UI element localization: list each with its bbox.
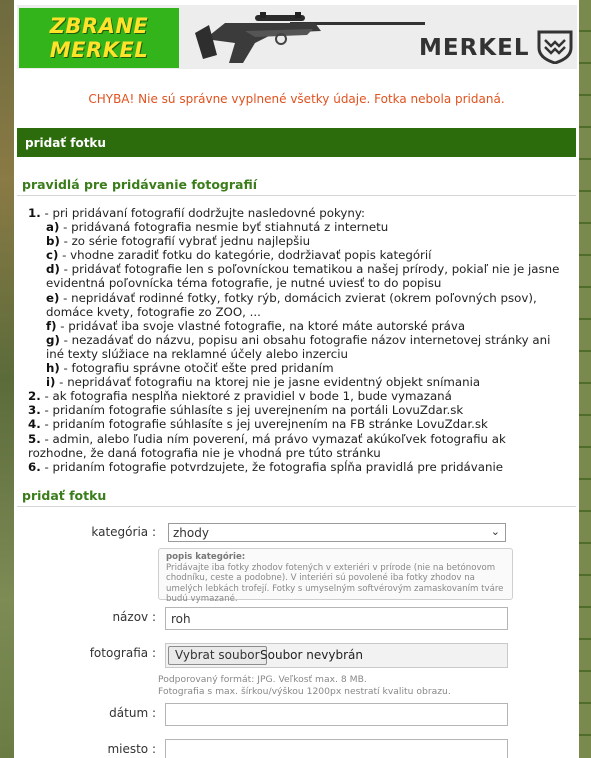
divider	[17, 506, 576, 507]
photo-label: fotografia :	[89, 646, 156, 660]
hint-title: popis kategórie:	[166, 552, 246, 562]
rule-number: i)	[46, 375, 56, 390]
left-background	[0, 0, 14, 758]
merkel-shield-icon	[537, 30, 573, 64]
rule-number: c)	[46, 248, 59, 263]
rule-number: 4.	[28, 417, 41, 432]
rule-number: e)	[46, 290, 60, 305]
rules-list	[28, 206, 568, 474]
file-status: Soubor nevybrán	[260, 648, 363, 662]
category-value: zhody	[173, 526, 209, 540]
rule-text: - zo série fotografií vybrať jednu najlepšiu	[59, 234, 311, 249]
hint-text: Pridávajte iba fotky zhodov fotených v exteriéri v prírode (nie na betónovom chodníku, ceste a podobne). V interiéri sú povolené iba fotky zhodov na umelých lebkách trofejí. Fotky s umyselným softvérovým zamaskovaním tváre budú vymazané.	[166, 562, 504, 604]
date-label: dátum :	[109, 706, 156, 720]
rule-item	[28, 460, 568, 474]
rule-text: - nepridávať rodinné fotky, fotky rýb, domácich zvierat (okrem poľovných psov), domáce kvety, fotografie zo ZOO, ...	[46, 290, 537, 319]
rule-number: a)	[46, 220, 60, 235]
format-note: Podporovaný formát: JPG. Veľkosť max. 8 MB.	[158, 674, 367, 685]
rule-item	[28, 248, 568, 262]
rule-text: - admin, alebo ľudia ním poverení, má právo vymazať akúkoľvek fotografiu ak rozhodne, že daná fotografia nie je vhodná pre túto stránku	[28, 431, 506, 460]
form-title: pridať fotku	[22, 488, 107, 503]
rule-number: f)	[46, 318, 57, 333]
category-label: kategória :	[91, 525, 156, 539]
right-background	[579, 0, 591, 758]
rule-item	[28, 262, 568, 290]
rule-number: 5.	[28, 431, 41, 446]
rule-text: - nezadávať do názvu, popisu ani obsahu fotografie názov internetovej stránky ani iné texty slúžiace na reklamné účely alebo inzerciu	[46, 332, 551, 361]
rule-text: - pri pridávaní fotografií dodržujte nasledovné pokyny:	[40, 206, 365, 220]
rule-item	[28, 206, 568, 220]
rule-text: - pridaním fotografie potvrdzujete, že fotografia spĺňa pravidlá pre pridávanie	[40, 459, 504, 474]
rule-number: 1.	[28, 206, 41, 220]
merkel-brand-text: MERKEL	[419, 35, 530, 61]
rule-number: h)	[46, 361, 60, 376]
chevron-down-icon: ⌄	[490, 525, 500, 538]
rule-text: - ak fotografia nesplňa niektoré z pravidiel v bode 1, bude vymazaná	[40, 389, 452, 404]
rule-text: - vhodne zaradiť fotku do kategórie, dodržiavať popis kategórií	[58, 248, 432, 263]
date-input[interactable]	[165, 703, 508, 726]
rule-text: - pridávaná fotografia nesmie byť stiahnutá z internetu	[59, 220, 389, 235]
category-select[interactable]	[168, 523, 506, 542]
rule-item	[28, 319, 568, 333]
rule-item	[28, 220, 568, 234]
rule-number: 3.	[28, 403, 41, 418]
rule-text: - pridávať iba svoje vlastné fotografie, na ktoré máte autorské práva	[56, 318, 466, 333]
rule-number: g)	[46, 332, 60, 347]
rule-item	[28, 389, 568, 403]
category-description	[158, 548, 513, 604]
name-value: roh	[171, 612, 191, 626]
divider	[17, 195, 576, 196]
section-header	[17, 128, 576, 157]
name-label: názov :	[112, 610, 156, 624]
rule-text: - pridaním fotografie súhlasíte s jej uverejnením na FB stránke LovuZdar.sk	[40, 417, 488, 432]
choose-file-button[interactable]: Vybrat soubor	[168, 646, 267, 665]
rule-item	[28, 234, 568, 248]
rule-item	[28, 333, 568, 361]
rule-item	[28, 375, 568, 389]
rule-number: d)	[46, 262, 60, 277]
rule-number: 6.	[28, 459, 41, 474]
rule-item	[28, 417, 568, 431]
rule-text: - pridaním fotografie súhlasíte s jej uverejnením na portáli LovuZdar.sk	[40, 403, 464, 418]
logo-line-1: ZBRANE	[49, 14, 149, 38]
rule-item	[28, 432, 568, 460]
rule-text: - pridávať fotografie len s poľovníckou tematikou a našej prírody, pokiaľ nie je jasne evidentná poľovnícka téma fotografie, je nutné uviesť to do popisu	[46, 262, 560, 291]
logo-line-2: MERKEL	[49, 38, 149, 62]
size-note: Fotografia s max. šírkou/výškou 1200px nestratí kvalitu obrazu.	[158, 686, 451, 697]
name-input[interactable]	[165, 607, 508, 630]
zbrane-merkel-logo	[19, 8, 179, 68]
rule-text: - fotografiu správne otočiť ešte pred pridaním	[59, 361, 334, 376]
error-message: CHYBA! Nie sú správne vyplnené všetky údaje. Fotka nebola pridaná.	[88, 92, 505, 106]
rule-item	[28, 403, 568, 417]
section-title: pridať fotku	[25, 136, 106, 150]
rule-item	[28, 291, 568, 319]
rule-number: 2.	[28, 389, 41, 404]
place-input[interactable]	[165, 739, 508, 758]
page-content	[14, 0, 579, 758]
rule-number: b)	[46, 234, 60, 249]
photo-file-input[interactable]	[165, 643, 508, 668]
rule-text: - nepridávať fotografiu na ktorej nie je jasne evidentný objekt snímania	[55, 375, 481, 390]
rifle-image	[195, 9, 425, 67]
rule-item	[28, 361, 568, 375]
merkel-banner[interactable]	[17, 5, 577, 69]
rules-title: pravidlá pre pridávanie fotografií	[22, 177, 258, 192]
place-label: miesto :	[107, 742, 156, 756]
